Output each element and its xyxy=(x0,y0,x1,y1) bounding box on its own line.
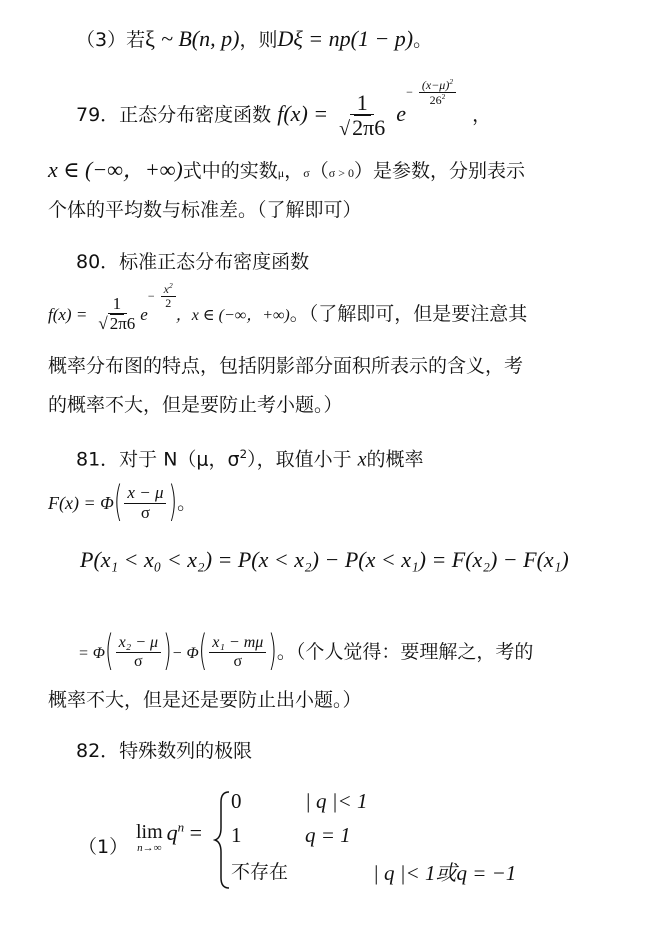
item-81-line2: F(x) = Φ( $\frac{x - \mu}{\sigma}$ )。 xyxy=(48,478,197,527)
item-79-text3: （ xyxy=(309,160,329,182)
phi-fraction-2 xyxy=(209,634,266,670)
phi-minus: − Φ xyxy=(171,645,199,662)
item-3-prefix: （3）若 xyxy=(76,29,146,51)
exp-e: e xyxy=(396,101,407,126)
then-text: ，则 xyxy=(239,29,278,51)
exp-den: 26 xyxy=(429,93,442,108)
item-80-line2 xyxy=(48,281,528,344)
std-sqrt-2pi: 2π xyxy=(109,314,127,333)
item-81-line4: = Φ( $\frac{\text{x₂ − μ}}{\sigma}$ )− Φ( $\frac{\text{x₁ − mμ}}{\sigma}$ )。（个人觉得：要理解之，考的 xyxy=(78,627,534,676)
item-79-line1 xyxy=(76,77,492,145)
case-2-value: 1 xyxy=(231,823,242,847)
item-81-label-c: 的概率 xyxy=(366,448,424,471)
item-80-line1 xyxy=(76,249,309,275)
item-81-line1 xyxy=(76,441,424,472)
xi-symbol: ξ xyxy=(145,26,155,51)
item-81-label-sup: 2 xyxy=(239,447,248,461)
case-row-1 xyxy=(231,789,242,814)
phi-fraction-1 xyxy=(116,634,162,670)
item-79-text1: 式中的实数 xyxy=(182,160,278,182)
probability-equation: P(x₁ < x₀ < x₂) = P(x < x₂) − P(x < x₁) = F(x₂) − F(x₁) xyxy=(80,547,569,572)
variance-formula: Dξ = np(1 − p) xyxy=(277,26,414,51)
phi1-num: x₂ − μ xyxy=(116,634,162,653)
cdf-den: σ xyxy=(140,503,151,522)
item-82-line1 xyxy=(76,738,252,764)
q-base: q xyxy=(166,820,178,846)
cdf-fraction xyxy=(124,484,166,522)
sigma-symbol: σ xyxy=(303,166,310,180)
item-79-text4: ）是参数，分别表示 xyxy=(353,160,525,182)
binomial-dist: ~ B(n, p) xyxy=(160,26,240,51)
std-den-tail: 6 xyxy=(126,314,136,333)
item-79-label: 79．正态分布密度函数 xyxy=(76,104,272,126)
sigma-condition: σ > 0 xyxy=(328,166,354,180)
lim-subscript: n→∞ xyxy=(137,842,162,854)
case-row-3 xyxy=(231,857,288,884)
case-row-2-cond xyxy=(305,823,351,848)
exp-fraction xyxy=(419,78,456,107)
mu-symbol: μ xyxy=(277,166,285,180)
cdf-num: x − μ xyxy=(124,484,166,504)
case-1-value: 0 xyxy=(231,789,242,813)
item-81-prob-eq xyxy=(80,545,569,576)
phi2-den: σ xyxy=(233,653,243,670)
item-80-line4 xyxy=(48,392,343,418)
item-80-text3: 的概率不大，但是要防止考小题。） xyxy=(48,394,343,416)
lim-text: lim xyxy=(136,821,163,843)
item-81-comment: 。（个人觉得：要理解之，考的 xyxy=(276,641,534,663)
normal-density-fraction: $\frac{1}{√2\pi 6}$ xyxy=(339,89,386,140)
normal-density-f: f(x) = xyxy=(277,101,329,126)
std-exp-fraction xyxy=(161,282,176,310)
std-numerator: 1 xyxy=(110,295,125,315)
item-81-line5 xyxy=(48,687,362,713)
phi-prefix: = Φ xyxy=(78,645,105,662)
std-density-f: f(x) = xyxy=(48,305,88,324)
case-2-condition: q = 1 xyxy=(305,823,351,847)
std-domain: ，x ∈ (−∞，+∞) xyxy=(175,307,290,324)
line-3-variance xyxy=(76,26,432,53)
std-exp-num-sup: 2 xyxy=(169,281,173,290)
item-80-text1: 。（了解即可，但是要注意其 xyxy=(289,303,528,325)
cases-brace xyxy=(213,790,233,890)
period: 。 xyxy=(413,29,433,51)
std-exp-num: x xyxy=(163,282,169,296)
item-81-label-b: ），取值小于 xyxy=(247,448,352,471)
item-79-text2: ， xyxy=(284,160,304,182)
item-79-line3 xyxy=(48,197,362,223)
exp-den-sup: 2 xyxy=(441,92,446,102)
phi1-den: σ xyxy=(134,653,143,670)
item-80-text2: 概率分布图的特点，包括阴影部分面积所表示的含义，考 xyxy=(48,355,524,377)
cdf-F: F(x) = Φ xyxy=(48,493,114,513)
q-exponent: n xyxy=(177,820,185,835)
std-exp-minus: − xyxy=(147,289,155,304)
limit-expression xyxy=(136,822,202,854)
item-79-comma: ， xyxy=(472,104,492,126)
item-79-text5: 个体的平均数与标准差。（了解即可） xyxy=(48,199,362,221)
phi2-num: x₁ − mμ xyxy=(209,634,266,653)
item-82-sub1: （1） xyxy=(78,836,129,858)
cdf-period: 。 xyxy=(177,492,197,514)
exp-minus: − xyxy=(406,85,413,100)
fraction-numerator: 1 xyxy=(354,91,371,116)
limit-equals: = xyxy=(189,820,203,846)
item-82-label: 82．特殊数列的极限 xyxy=(76,740,253,762)
item-81-comment2: 概率不大，但是还是要防止出小题。） xyxy=(48,689,362,711)
den-tail: 6 xyxy=(374,115,386,140)
case-row-3-cond xyxy=(373,857,516,887)
item-81-x: x xyxy=(357,448,367,471)
item-80-label: 80．标准正态分布密度函数 xyxy=(76,251,310,273)
exponent xyxy=(406,78,456,107)
case-1-condition: | q |< 1 xyxy=(305,789,368,813)
case-3-value: 不存在 xyxy=(231,861,289,883)
case-row-2 xyxy=(231,823,242,848)
exp-num-sup: 2 xyxy=(449,77,454,86)
std-exp-den: 2 xyxy=(165,296,172,311)
item-81-label-a: 81．对于 N（μ，σ xyxy=(76,448,240,471)
exp-num: (x−μ) xyxy=(421,78,450,92)
case-3-condition: | q |< 1或q = −1 xyxy=(373,861,517,885)
item-82-limit-label xyxy=(78,834,128,860)
case-row-1-cond xyxy=(305,789,367,814)
item-80-line3 xyxy=(48,353,523,379)
std-exp-e: e xyxy=(140,305,148,324)
domain-expr: x ∈ (−∞，+∞) xyxy=(48,157,183,182)
std-density-fraction: $\frac{1}{√ 2\pi 6}$ xyxy=(98,294,136,333)
sqrt-2pi: 2π xyxy=(352,115,375,140)
std-exponent xyxy=(148,282,176,310)
item-79-line2 xyxy=(48,157,525,186)
